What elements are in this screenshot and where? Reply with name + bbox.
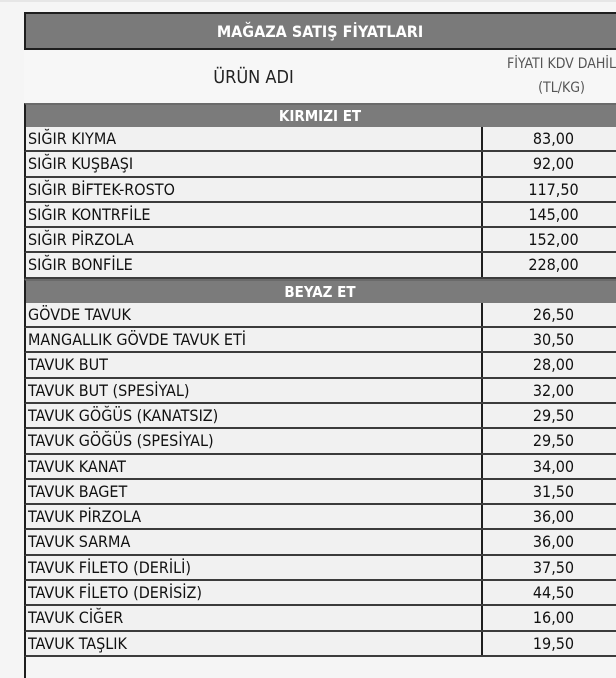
table-row bbox=[24, 455, 616, 480]
section-rows-red-meat bbox=[24, 127, 616, 279]
product-price: 145,00 bbox=[528, 204, 579, 224]
product-price: 32,00 bbox=[532, 380, 575, 400]
column-header-product-name: ÜRÜN ADI bbox=[213, 67, 294, 88]
product-name: TAVUK PİRZOLA bbox=[26, 505, 483, 528]
table-row bbox=[24, 505, 616, 530]
column-header-price-line2: (TL/KG) bbox=[538, 80, 585, 96]
table-tail bbox=[24, 657, 616, 678]
product-price: 28,00 bbox=[532, 355, 575, 375]
product-name: SIĞIR KUŞBAŞI bbox=[26, 152, 483, 175]
product-price: 152,00 bbox=[528, 230, 579, 250]
product-name: MANGALLIK GÖVDE TAVUK ETİ bbox=[26, 328, 483, 351]
product-name: SIĞIR KONTRFİLE bbox=[26, 203, 483, 226]
table-row bbox=[24, 581, 616, 606]
table-row bbox=[24, 480, 616, 505]
product-price: 228,00 bbox=[528, 255, 579, 275]
table-row bbox=[24, 228, 616, 253]
top-divider bbox=[0, 0, 616, 2]
price-table bbox=[24, 12, 616, 678]
table-row bbox=[24, 203, 616, 228]
product-name: TAVUK BAGET bbox=[26, 480, 483, 503]
product-name: TAVUK BUT (SPESİYAL) bbox=[26, 379, 483, 402]
product-name: TAVUK SARMA bbox=[26, 530, 483, 553]
product-name: SIĞIR KIYMA bbox=[26, 127, 483, 150]
product-name: TAVUK FİLETO (DERİLİ) bbox=[26, 556, 483, 579]
section-header-red-meat: KIRMIZI ET bbox=[24, 103, 616, 127]
table-row bbox=[24, 253, 616, 278]
table-row bbox=[24, 328, 616, 353]
column-header-price-line1: FİYATI KDV DAHİL bbox=[506, 56, 616, 72]
product-price: 30,50 bbox=[532, 330, 575, 350]
table-row bbox=[24, 127, 616, 152]
product-name: TAVUK BUT bbox=[26, 353, 483, 376]
product-name: TAVUK KANAT bbox=[26, 455, 483, 478]
product-price: 36,00 bbox=[532, 532, 575, 552]
product-name: TAVUK GÖĞÜS (SPESİYAL) bbox=[26, 429, 483, 452]
table-row bbox=[24, 404, 616, 429]
product-price: 26,50 bbox=[532, 304, 575, 324]
product-price: 29,50 bbox=[532, 405, 575, 425]
product-price: 19,50 bbox=[532, 633, 575, 653]
product-price: 44,50 bbox=[532, 583, 575, 603]
table-row bbox=[24, 379, 616, 404]
product-price: 92,00 bbox=[532, 154, 575, 174]
product-name: SIĞIR BONFİLE bbox=[26, 253, 483, 276]
product-name: TAVUK FİLETO (DERİSİZ) bbox=[26, 581, 483, 604]
table-title: MAĞAZA SATIŞ FİYATLARI bbox=[24, 12, 616, 50]
table-row bbox=[24, 556, 616, 581]
product-price: 31,50 bbox=[532, 481, 575, 501]
section-header-white-meat: BEYAZ ET bbox=[24, 279, 616, 303]
column-header-price bbox=[483, 50, 616, 103]
column-headers bbox=[24, 50, 616, 103]
product-price: 37,50 bbox=[532, 557, 575, 577]
product-price: 34,00 bbox=[532, 456, 575, 476]
product-price: 36,00 bbox=[532, 507, 575, 527]
product-name: SIĞIR BİFTEK-ROSTO bbox=[26, 178, 483, 201]
table-row bbox=[24, 606, 616, 631]
table-row bbox=[24, 429, 616, 454]
table-row bbox=[24, 353, 616, 378]
product-name: SIĞIR PİRZOLA bbox=[26, 228, 483, 251]
product-name: TAVUK CİĞER bbox=[26, 606, 483, 629]
product-name: TAVUK GÖĞÜS (KANATSIZ) bbox=[26, 404, 483, 427]
table-row bbox=[24, 530, 616, 555]
table-row bbox=[24, 178, 616, 203]
table-row bbox=[24, 152, 616, 177]
table-row bbox=[24, 632, 616, 657]
product-price: 16,00 bbox=[532, 608, 575, 628]
product-price: 83,00 bbox=[532, 129, 575, 148]
product-name: GÖVDE TAVUK bbox=[26, 303, 483, 326]
table-row bbox=[24, 303, 616, 328]
product-price: 29,50 bbox=[532, 431, 575, 451]
product-name: TAVUK TAŞLIK bbox=[26, 632, 483, 655]
product-price: 117,50 bbox=[528, 179, 579, 199]
section-rows-white-meat bbox=[24, 303, 616, 657]
